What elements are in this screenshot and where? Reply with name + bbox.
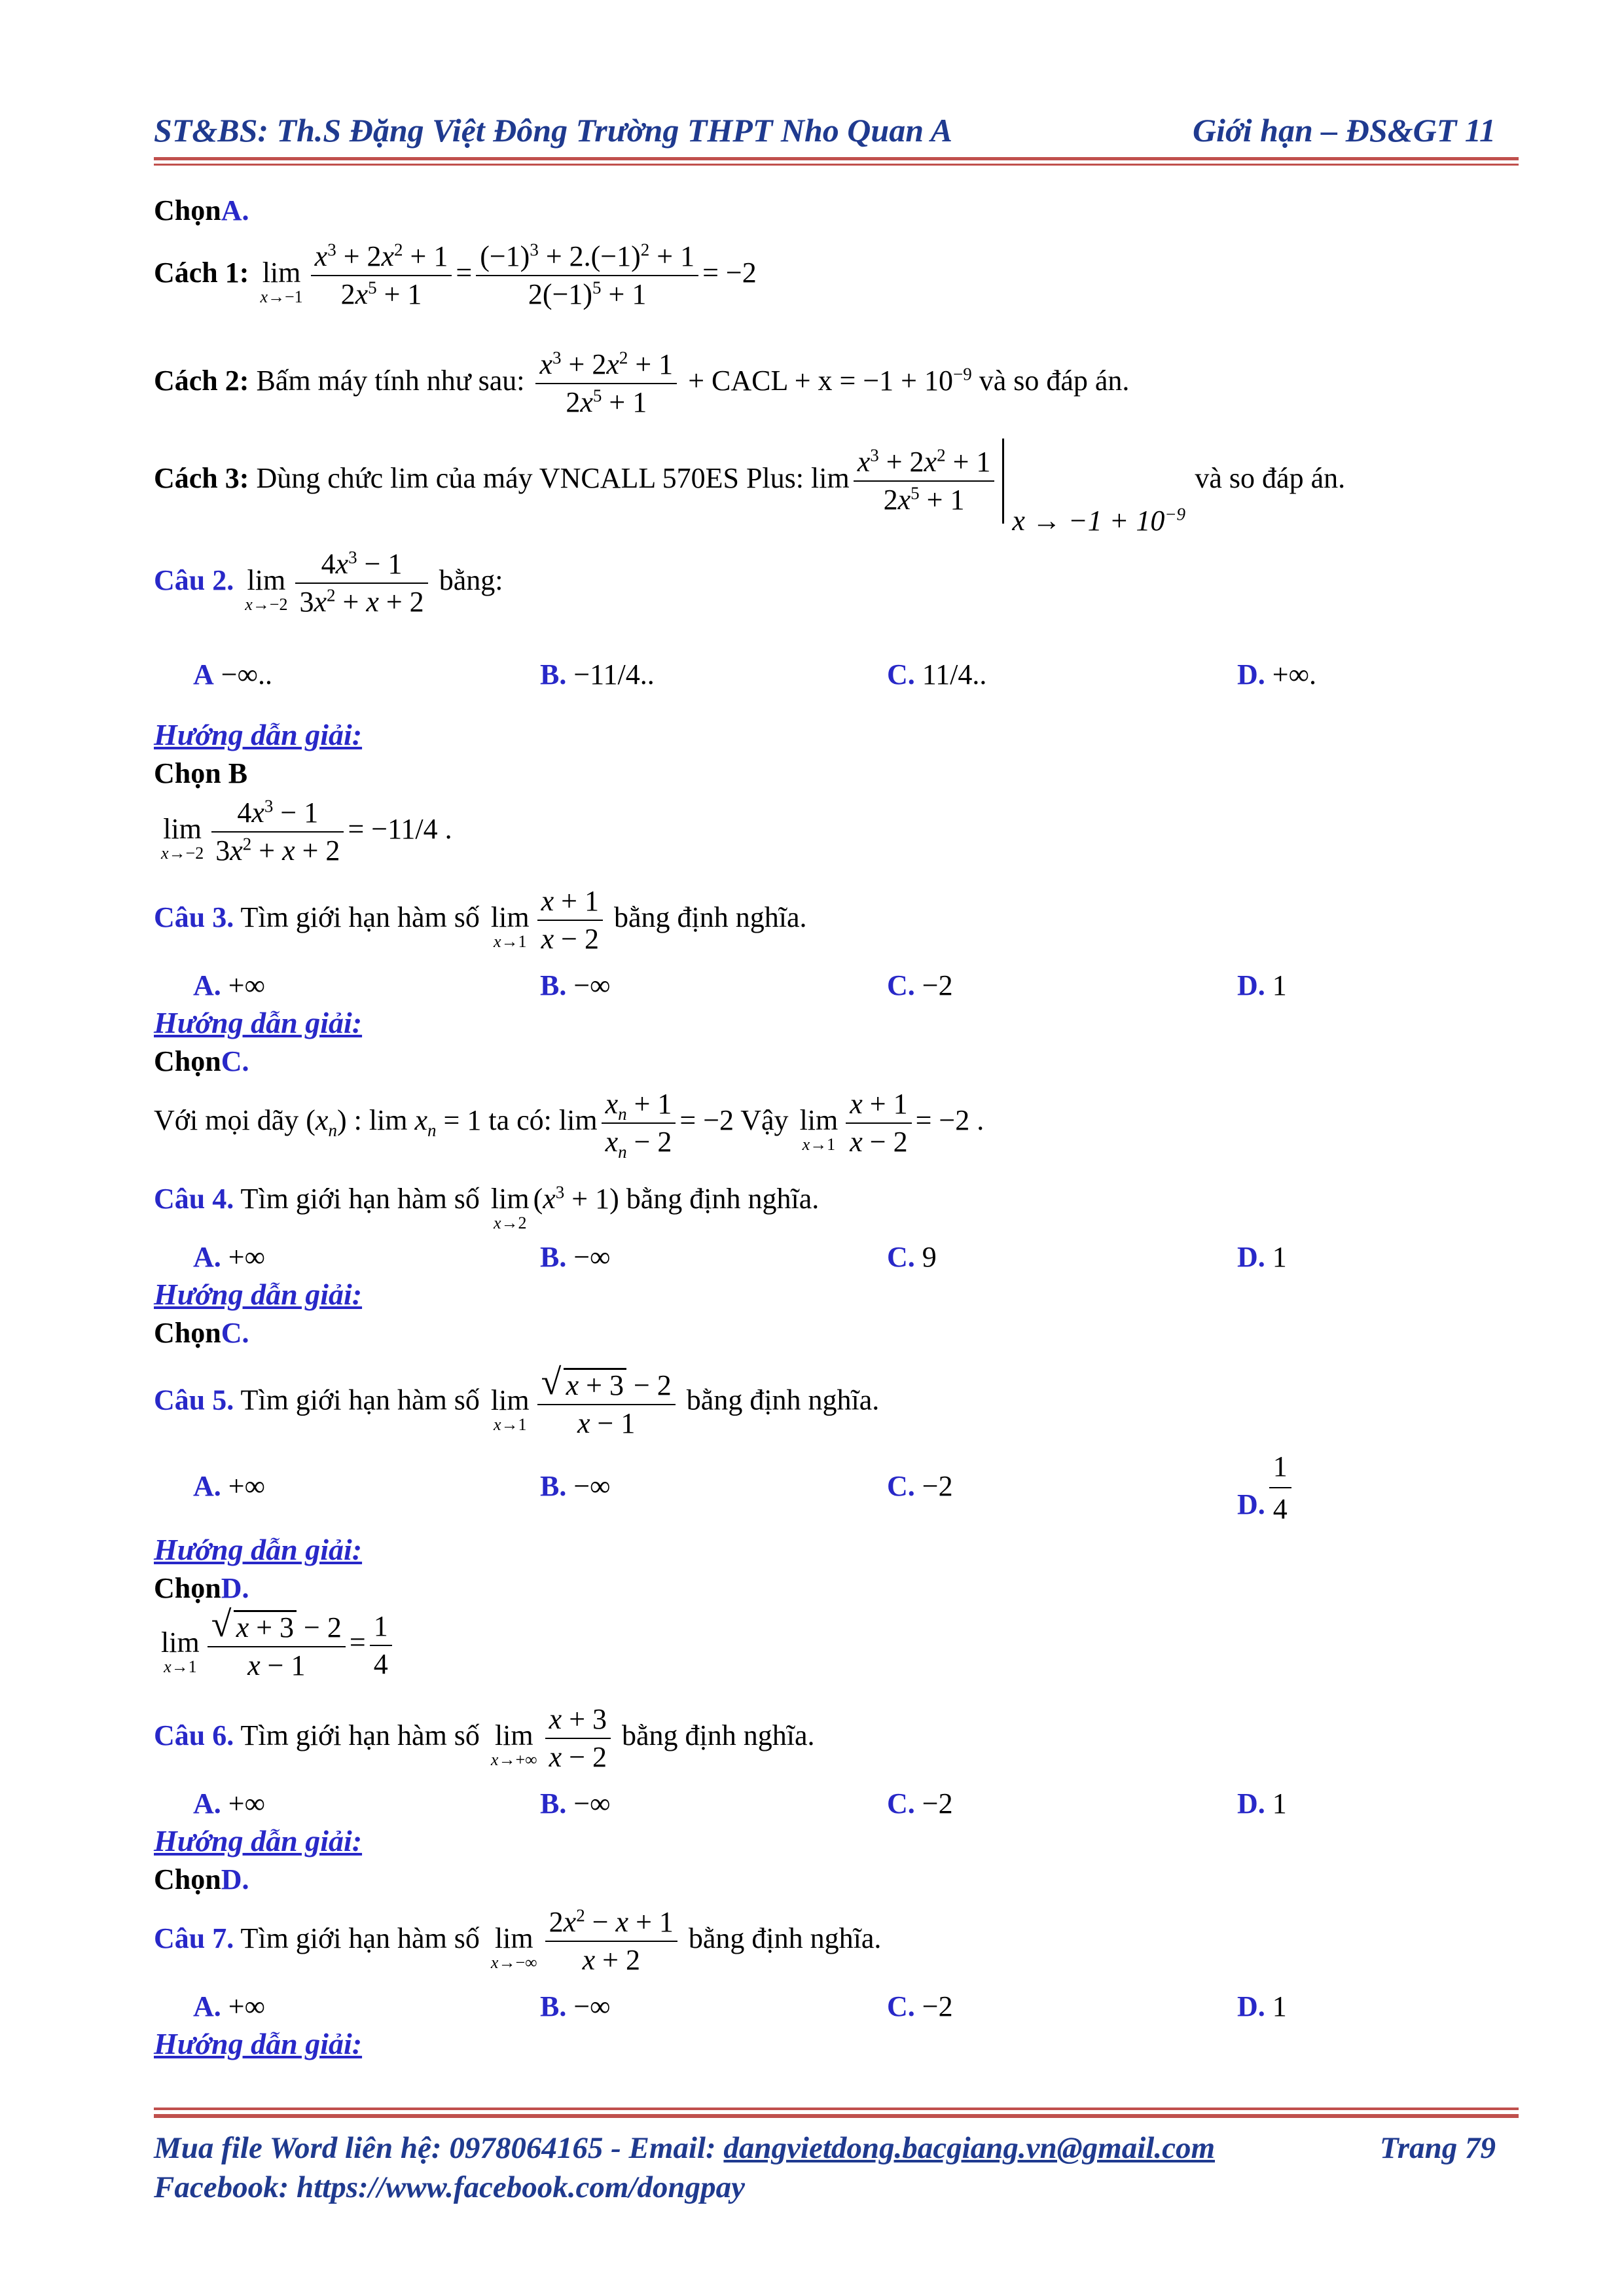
fraction: $\frac{4x^3 - 1}{3x^2 + x + 2}$ [295, 550, 427, 617]
question-text: Tìm giới hạn hàm số [240, 1183, 480, 1215]
question-label: Câu 2. [154, 564, 234, 597]
question-tail: bằng định nghĩa. [613, 901, 807, 934]
header-left: ST&BS: Th.S Đặng Việt Đông Trường THPT Nho Quan A [154, 112, 952, 149]
solution-5: lim x→1 √ x + 3 − 2 x − 1 = $\frac{1}{4}$ [157, 1610, 396, 1680]
answer-line: ChọnC. [154, 1317, 249, 1349]
cach2-label: Cách 2: [154, 365, 249, 397]
solution-result: = −11/4 . [348, 813, 452, 846]
question-text: Tìm giới hạn hàm số [240, 1384, 480, 1416]
cach2-mid: + CACL + [688, 365, 811, 397]
option-c[interactable]: C. −2 [887, 1990, 953, 2022]
option-b[interactable]: B. −∞ [540, 1470, 611, 1502]
question-4: Câu 4. Tìm giới hạn hàm số lim x→2 $(x^3 + 1)$ bằng định nghĩa. [154, 1182, 820, 1232]
answer-line: ChọnC. [154, 1045, 249, 1077]
option-c[interactable]: C. −2 [887, 1787, 953, 1820]
option-c[interactable]: C. 11/4.. [887, 658, 987, 691]
cach3-label: Cách 3: [154, 462, 249, 495]
question-7 [154, 1905, 882, 1976]
question-tail: bằng định nghĩa. [626, 1183, 820, 1215]
question-label: Câu 4. [154, 1183, 234, 1215]
answer-letter: A. [221, 194, 249, 226]
option-a[interactable]: A. +∞ [193, 969, 265, 1001]
cach2-text: Bấm máy tính như sau: [256, 365, 525, 397]
prev-answer [154, 196, 249, 225]
option-c[interactable]: C. 9 [887, 1241, 937, 1273]
question-3 [154, 887, 806, 954]
page-header [154, 111, 1496, 157]
sol-text: ta có: [488, 1104, 552, 1137]
cach3-exp: −9 [1164, 504, 1186, 524]
question-label: Câu 7. [154, 1922, 234, 1955]
header-rule-thin [154, 164, 1519, 166]
lim-expr: lim x→1 [490, 1384, 530, 1434]
solution-3: Với mọi dãy $(x_n)$ : $\lim x_n = 1$ ta có: lim $\frac{x_n + 1}{x_n - 2}$ = −2 Vậy lim x→1 $\frac{x + 1}{x - 2}$ = −2 . [154, 1088, 984, 1162]
footer-contact [154, 2130, 1496, 2166]
footer-rule [154, 2108, 1519, 2110]
chon-label: Chọn [154, 194, 221, 226]
sol-text: = −2 . [915, 1104, 984, 1137]
cach1-result: = −2 [702, 257, 757, 289]
fraction: $\frac{x + 1}{x - 2}$ [537, 887, 603, 954]
question-tail: bằng định nghĩa. [686, 1384, 880, 1416]
email-link[interactable]: dangvietdong.bacgiang.vn@gmail.com [723, 2131, 1216, 2165]
sol-text: = −2 Vậy [679, 1104, 789, 1137]
option-b[interactable]: B. −∞ [540, 1990, 611, 2022]
fraction: $\frac{x^3 + 2x^2 + 1}{2x^5 + 1}$ [854, 448, 995, 514]
solution-heading: Hướng dẫn giải: [154, 1824, 363, 1857]
cach2-exp: −9 [952, 364, 972, 384]
option-a[interactable]: A. +∞ [193, 1787, 265, 1820]
question-tail: bằng: [439, 564, 503, 597]
option-c[interactable]: C. −2 [887, 1470, 953, 1502]
answer-line: ChọnD. [154, 1863, 249, 1895]
fraction: $\frac{x_n + 1}{x_n - 2}$ [602, 1090, 676, 1157]
option-b[interactable]: B. −∞ [540, 1787, 611, 1820]
eval-bar [1002, 439, 1187, 537]
cach2-tail: và so đáp án. [979, 365, 1130, 397]
fraction: $\frac{1}{4}$ [1269, 1450, 1291, 1526]
question-text: Tìm giới hạn hàm số [240, 1719, 480, 1752]
question-label: Câu 5. [154, 1384, 234, 1416]
page-number: Trang 79 [1379, 2131, 1496, 2165]
question-6 [154, 1705, 815, 1772]
lim-expr: lim x→−∞ [490, 1922, 537, 1972]
question-label: Câu 3. [154, 901, 234, 934]
option-b[interactable]: B. −∞ [540, 969, 611, 1001]
option-a[interactable]: A. +∞ [193, 1241, 265, 1273]
cach1-label: Cách 1: [154, 257, 249, 289]
question-2 [154, 547, 503, 618]
cach3-lim: lim [811, 462, 850, 495]
lim-expr: lim x→−2 [161, 813, 204, 863]
cach3-eval: x → −1 + 10 [1012, 505, 1165, 537]
question-text: Tìm giới hạn hàm số [240, 1922, 480, 1955]
cach2-line [154, 350, 1129, 417]
fraction: $\frac{x + 1}{x - 2}$ [846, 1090, 911, 1157]
lim-expr: lim x→−2 [245, 564, 288, 614]
fraction: $\frac{1}{4}$ [370, 1612, 392, 1679]
option-d[interactable]: D. 1 [1237, 1990, 1287, 2022]
lim-expr: lim x→2 [490, 1183, 530, 1232]
option-d[interactable]: D. $\frac{1}{4}$ [1237, 1450, 1295, 1526]
fraction: $\frac{4x^3 - 1}{3x^2 + x + 2}$ [211, 798, 344, 865]
option-b[interactable]: B. −11/4.. [540, 658, 655, 691]
option-c[interactable]: C. −2 [887, 969, 953, 1001]
sol-text: Với mọi dãy [154, 1104, 299, 1137]
option-d[interactable]: D. 1 [1237, 969, 1287, 1001]
header-right: Giới hạn – ĐS&GT 11 [1192, 112, 1496, 149]
option-d[interactable]: D. +∞. [1237, 658, 1316, 691]
option-a[interactable]: A. +∞ [193, 1470, 265, 1502]
lim-expr: lim x→+∞ [490, 1719, 537, 1769]
question-text: Tìm giới hạn hàm số [240, 901, 480, 934]
fraction: $\frac{x^3 + 2x^2 + 1}{2x^5 + 1}$ [535, 350, 677, 417]
solution-2 [157, 798, 452, 865]
footer-facebook[interactable]: Facebook: https://www.facebook.com/dongpay [154, 2170, 745, 2204]
header-rule [154, 157, 1519, 160]
fraction: $\frac{2x^2 - x + 1}{x + 2}$ [545, 1908, 677, 1975]
lim-expr: lim x→1 [799, 1104, 839, 1154]
option-b[interactable]: B. −∞ [540, 1241, 611, 1273]
solution-heading: Hướng dẫn giải: [154, 2027, 363, 2060]
footer-rule-thick [154, 2114, 1519, 2118]
option-a[interactable]: A. +∞ [193, 1990, 265, 2022]
cach3-tail: và so đáp án. [1195, 462, 1346, 495]
question-5 [154, 1362, 880, 1439]
lim-expr: lim x→1 [490, 901, 530, 951]
answer-line: ChọnD. [154, 1572, 249, 1604]
solution-heading: Hướng dẫn giải: [154, 718, 363, 751]
question-label: Câu 6. [154, 1719, 234, 1752]
fraction: $\frac{x + 3}{x - 2}$ [545, 1705, 611, 1772]
lim-expr: lim x→−1 [260, 257, 303, 306]
cach1-line: Cách 1: lim x→−1 $\frac{x^3 + 2x^2 + 1}{2x^5 + 1}$ = $\frac{(-1)^3 + 2.(-1)^2 + 1}{2(-1)^5 + 1}$ = −2 [154, 240, 757, 310]
fraction: √ x + 3 − 2 x − 1 [208, 1610, 346, 1680]
lim-expr: lim x→1 [161, 1626, 200, 1676]
solution-heading: Hướng dẫn giải: [154, 1006, 363, 1039]
answer-line: Chọn B [154, 757, 248, 789]
option-a[interactable]: A −∞.. [193, 658, 272, 691]
question-tail: bằng định nghĩa. [622, 1719, 815, 1752]
option-d[interactable]: D. 1 [1237, 1241, 1287, 1273]
footer-contact-text: Mua file Word liên hệ: 0978064165 - Email: [154, 2131, 724, 2165]
question-tail: bằng định nghĩa. [688, 1922, 882, 1955]
cach3-line [154, 439, 1346, 537]
solution-heading: Hướng dẫn giải: [154, 1533, 363, 1566]
fraction: $\frac{(-1)^3 + 2.(-1)^2 + 1}{2(-1)^5 + 1}$ [476, 242, 698, 309]
option-d[interactable]: D. 1 [1237, 1787, 1287, 1820]
cach2-x: x = −1 + 10 [818, 365, 953, 397]
fraction: √ x + 3 − 2 x − 1 [537, 1368, 676, 1438]
solution-heading: Hướng dẫn giải: [154, 1278, 363, 1311]
fraction: $\frac{x^3 + 2x^2 + 1}{2x^5 + 1}$ [311, 242, 452, 309]
cach3-text: Dùng chức lim của máy VNCALL 570ES Plus: [256, 462, 804, 495]
